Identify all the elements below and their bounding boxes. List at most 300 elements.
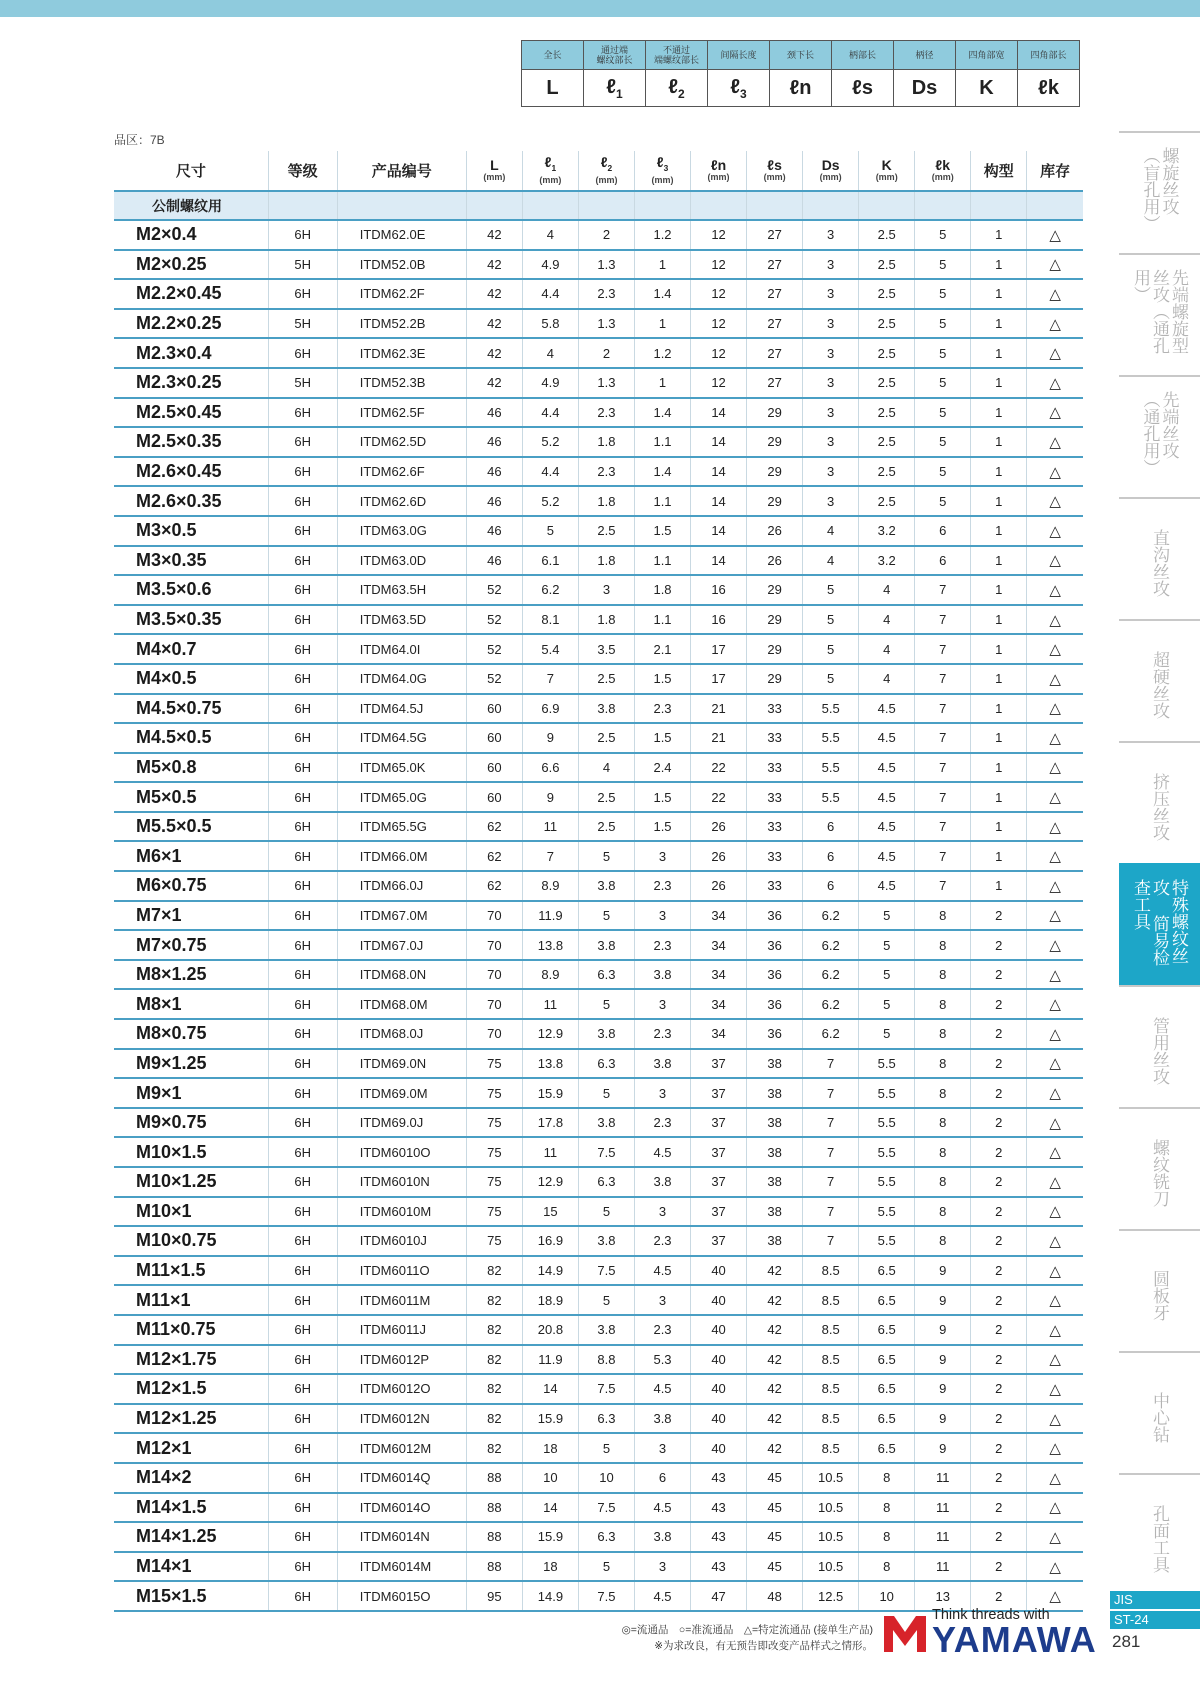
value-cell: 27 bbox=[747, 250, 803, 280]
table-row bbox=[114, 901, 1083, 931]
value-cell: 10 bbox=[859, 1581, 915, 1611]
value-cell: 42 bbox=[747, 1285, 803, 1315]
column-header-0: 尺寸 bbox=[114, 151, 268, 191]
value-cell: 37 bbox=[691, 1078, 747, 1108]
value-cell: 70 bbox=[466, 989, 522, 1019]
value-cell: 14.9 bbox=[522, 1256, 578, 1286]
value-cell: 2.5 bbox=[578, 664, 634, 694]
value-cell: 82 bbox=[466, 1433, 522, 1463]
side-tab-label: 直沟丝攻 bbox=[1150, 529, 1169, 597]
value-cell: 14 bbox=[691, 516, 747, 546]
value-cell: 2.5 bbox=[859, 220, 915, 250]
value-cell: 3.8 bbox=[578, 1108, 634, 1138]
product-code-cell: ITDM62.0E bbox=[337, 220, 466, 250]
value-cell: 7.5 bbox=[578, 1256, 634, 1286]
value-cell: 6H bbox=[268, 1197, 337, 1227]
value-cell: 5.3 bbox=[634, 1345, 690, 1375]
brand-name: YAMAWA bbox=[932, 1619, 1097, 1660]
value-cell: 5.5 bbox=[859, 1167, 915, 1197]
value-cell: 3 bbox=[634, 1552, 690, 1582]
value-cell: 10.5 bbox=[803, 1552, 859, 1582]
value-cell: 45 bbox=[747, 1493, 803, 1523]
value-cell: 29 bbox=[747, 634, 803, 664]
brand-tagline: Think threads with bbox=[932, 1607, 1050, 1623]
value-cell: 37 bbox=[691, 1167, 747, 1197]
value-cell: 34 bbox=[691, 1019, 747, 1049]
side-tab-3[interactable] bbox=[1119, 497, 1200, 619]
legend-symbol-2: ℓ$_2$ bbox=[646, 70, 708, 107]
value-cell: 43 bbox=[691, 1493, 747, 1523]
size-cell: M12×1.75 bbox=[114, 1345, 268, 1375]
table-row bbox=[114, 782, 1083, 812]
value-cell: 2.5 bbox=[578, 516, 634, 546]
side-tab-2[interactable] bbox=[1119, 375, 1200, 497]
value-cell: 20.8 bbox=[522, 1315, 578, 1345]
value-cell: 3 bbox=[803, 368, 859, 398]
value-cell: 6H bbox=[268, 1522, 337, 1552]
value-cell: 52 bbox=[466, 664, 522, 694]
legend-symbol-5: ℓs bbox=[832, 70, 894, 107]
value-cell: 3.8 bbox=[578, 1315, 634, 1345]
table-header-row bbox=[114, 151, 1083, 191]
value-cell: 12 bbox=[691, 250, 747, 280]
size-cell: M2.2×0.25 bbox=[114, 309, 268, 339]
value-cell: 5 bbox=[578, 989, 634, 1019]
side-tab-5[interactable] bbox=[1119, 741, 1200, 863]
value-cell: 43 bbox=[691, 1552, 747, 1582]
value-cell: 2.3 bbox=[634, 1315, 690, 1345]
product-code-cell: ITDM52.3B bbox=[337, 368, 466, 398]
value-cell: 6H bbox=[268, 1108, 337, 1138]
value-cell: 27 bbox=[747, 309, 803, 339]
value-cell: 1 bbox=[634, 309, 690, 339]
value-cell: 42 bbox=[747, 1404, 803, 1434]
value-cell: 8.1 bbox=[522, 605, 578, 635]
stock-cell: △ bbox=[1027, 1285, 1083, 1315]
value-cell: 1 bbox=[971, 664, 1027, 694]
value-cell: 8 bbox=[859, 1493, 915, 1523]
value-cell: 70 bbox=[466, 1019, 522, 1049]
value-cell: 12.5 bbox=[803, 1581, 859, 1611]
value-cell: 5 bbox=[859, 930, 915, 960]
value-cell: 13.8 bbox=[522, 930, 578, 960]
value-cell: 5H bbox=[268, 309, 337, 339]
product-code-cell: ITDM66.0J bbox=[337, 871, 466, 901]
value-cell: 3 bbox=[634, 1078, 690, 1108]
legend-header-2: 不通过 端螺纹部长 bbox=[646, 41, 708, 70]
value-cell: 46 bbox=[466, 486, 522, 516]
value-cell: 3 bbox=[803, 220, 859, 250]
value-cell: 29 bbox=[747, 457, 803, 487]
product-code-cell: ITDM6010J bbox=[337, 1226, 466, 1256]
product-code-cell: ITDM6012P bbox=[337, 1345, 466, 1375]
value-cell: 8 bbox=[915, 901, 971, 931]
value-cell: 6.2 bbox=[803, 989, 859, 1019]
value-cell: 2.1 bbox=[634, 634, 690, 664]
value-cell: 1.5 bbox=[634, 516, 690, 546]
value-cell: 5.5 bbox=[859, 1137, 915, 1167]
value-cell: 7 bbox=[915, 664, 971, 694]
value-cell: 4 bbox=[859, 605, 915, 635]
value-cell: 2 bbox=[971, 1226, 1027, 1256]
value-cell: 9 bbox=[915, 1256, 971, 1286]
stock-cell: △ bbox=[1027, 338, 1083, 368]
value-cell: 3.8 bbox=[578, 1019, 634, 1049]
value-cell: 3 bbox=[803, 427, 859, 457]
value-cell: 6H bbox=[268, 1167, 337, 1197]
value-cell: 1.5 bbox=[634, 782, 690, 812]
value-cell: 15.9 bbox=[522, 1522, 578, 1552]
value-cell: 47 bbox=[691, 1581, 747, 1611]
value-cell: 27 bbox=[747, 220, 803, 250]
value-cell: 8 bbox=[915, 1226, 971, 1256]
value-cell: 5 bbox=[915, 457, 971, 487]
stock-cell: △ bbox=[1027, 1522, 1083, 1552]
value-cell: 7.5 bbox=[578, 1581, 634, 1611]
value-cell: 1.8 bbox=[578, 427, 634, 457]
value-cell: 33 bbox=[747, 841, 803, 871]
product-code-cell: ITDM62.5F bbox=[337, 398, 466, 428]
value-cell: 33 bbox=[747, 871, 803, 901]
value-cell: 4.5 bbox=[859, 694, 915, 724]
column-header-5: ℓ$_2$ (mm) bbox=[578, 151, 634, 191]
value-cell: 38 bbox=[747, 1226, 803, 1256]
value-cell: 2 bbox=[971, 1019, 1027, 1049]
table-row bbox=[114, 338, 1083, 368]
value-cell: 3.8 bbox=[634, 960, 690, 990]
table-row bbox=[114, 1345, 1083, 1375]
value-cell: 6H bbox=[268, 871, 337, 901]
value-cell: 37 bbox=[691, 1108, 747, 1138]
value-cell: 7 bbox=[803, 1108, 859, 1138]
value-cell: 2 bbox=[971, 1493, 1027, 1523]
value-cell: 2.5 bbox=[859, 309, 915, 339]
value-cell: 10 bbox=[578, 1463, 634, 1493]
value-cell: 7 bbox=[915, 753, 971, 783]
value-cell: 6.5 bbox=[859, 1256, 915, 1286]
side-tab-label: 管用丝攻 bbox=[1150, 1017, 1169, 1085]
product-code-cell: ITDM63.0D bbox=[337, 546, 466, 576]
size-cell: M2.3×0.4 bbox=[114, 338, 268, 368]
size-cell: M15×1.5 bbox=[114, 1581, 268, 1611]
value-cell: 8 bbox=[915, 1049, 971, 1079]
size-cell: M3.5×0.35 bbox=[114, 605, 268, 635]
value-cell: 5 bbox=[578, 1433, 634, 1463]
value-cell: 14 bbox=[691, 427, 747, 457]
table-row bbox=[114, 753, 1083, 783]
footnote bbox=[622, 1622, 873, 1654]
value-cell: 7 bbox=[803, 1197, 859, 1227]
value-cell: 29 bbox=[747, 664, 803, 694]
value-cell: 6H bbox=[268, 1463, 337, 1493]
value-cell: 75 bbox=[466, 1049, 522, 1079]
table-row bbox=[114, 1522, 1083, 1552]
side-tab-label: 先端丝攻（通孔用） bbox=[1140, 391, 1179, 476]
top-color-bar bbox=[0, 0, 1200, 17]
value-cell: 2 bbox=[971, 960, 1027, 990]
stock-cell: △ bbox=[1027, 1463, 1083, 1493]
value-cell: 5.5 bbox=[859, 1078, 915, 1108]
side-tab-10[interactable] bbox=[1119, 1351, 1200, 1473]
value-cell: 6.1 bbox=[522, 546, 578, 576]
value-cell: 6.9 bbox=[522, 694, 578, 724]
value-cell: 2.3 bbox=[578, 398, 634, 428]
stock-cell: △ bbox=[1027, 605, 1083, 635]
value-cell: 6 bbox=[915, 516, 971, 546]
stock-cell: △ bbox=[1027, 1345, 1083, 1375]
jis-label: JIS bbox=[1110, 1591, 1200, 1609]
value-cell: 2.5 bbox=[578, 782, 634, 812]
value-cell: 29 bbox=[747, 427, 803, 457]
value-cell: 2 bbox=[971, 1049, 1027, 1079]
size-cell: M12×1 bbox=[114, 1433, 268, 1463]
value-cell: 33 bbox=[747, 753, 803, 783]
value-cell: 8 bbox=[915, 930, 971, 960]
stock-cell: △ bbox=[1027, 753, 1083, 783]
product-code-cell: ITDM66.0M bbox=[337, 841, 466, 871]
value-cell: 7 bbox=[522, 664, 578, 694]
value-cell: 75 bbox=[466, 1226, 522, 1256]
value-cell: 52 bbox=[466, 634, 522, 664]
value-cell: 42 bbox=[466, 250, 522, 280]
column-header-13: 库存 bbox=[1040, 163, 1071, 180]
value-cell: 1.3 bbox=[578, 250, 634, 280]
stock-cell: △ bbox=[1027, 1167, 1083, 1197]
value-cell: 6.5 bbox=[859, 1285, 915, 1315]
product-code-cell: ITDM63.0G bbox=[337, 516, 466, 546]
value-cell: 37 bbox=[691, 1226, 747, 1256]
value-cell: 3.8 bbox=[578, 930, 634, 960]
product-code-cell: ITDM6014N bbox=[337, 1522, 466, 1552]
value-cell: 3 bbox=[634, 1285, 690, 1315]
value-cell: 8 bbox=[915, 1167, 971, 1197]
table-row bbox=[114, 398, 1083, 428]
value-cell: 3 bbox=[803, 457, 859, 487]
value-cell: 1.4 bbox=[634, 457, 690, 487]
value-cell: 2.3 bbox=[634, 694, 690, 724]
value-cell: 88 bbox=[466, 1552, 522, 1582]
value-cell: 1 bbox=[971, 723, 1027, 753]
value-cell: 36 bbox=[747, 930, 803, 960]
value-cell: 70 bbox=[466, 930, 522, 960]
value-cell: 2 bbox=[578, 220, 634, 250]
stock-cell: △ bbox=[1027, 220, 1083, 250]
stock-cell: △ bbox=[1027, 1049, 1083, 1079]
value-cell: 14 bbox=[522, 1493, 578, 1523]
value-cell: 1.4 bbox=[634, 398, 690, 428]
value-cell: 34 bbox=[691, 901, 747, 931]
value-cell: 34 bbox=[691, 960, 747, 990]
value-cell: 3.8 bbox=[634, 1522, 690, 1552]
value-cell: 1.2 bbox=[634, 220, 690, 250]
value-cell: 34 bbox=[691, 930, 747, 960]
table-row bbox=[114, 1226, 1083, 1256]
area-label: 品区：7B bbox=[114, 133, 165, 147]
value-cell: 8 bbox=[915, 1108, 971, 1138]
value-cell: 8 bbox=[915, 1197, 971, 1227]
table-row bbox=[114, 1493, 1083, 1523]
value-cell: 5 bbox=[915, 486, 971, 516]
value-cell: 8 bbox=[859, 1522, 915, 1552]
side-tab-0[interactable] bbox=[1119, 131, 1200, 253]
side-tab-4[interactable] bbox=[1119, 619, 1200, 741]
column-header-6: ℓ$_3$ (mm) bbox=[634, 151, 690, 191]
value-cell: 62 bbox=[466, 812, 522, 842]
legend-header-7: 四角部宽 bbox=[956, 41, 1018, 70]
value-cell: 9 bbox=[522, 782, 578, 812]
table-row bbox=[114, 368, 1083, 398]
table-row bbox=[114, 841, 1083, 871]
value-cell: 2.3 bbox=[634, 930, 690, 960]
table-row bbox=[114, 427, 1083, 457]
side-tab-6[interactable] bbox=[1119, 863, 1200, 985]
product-code-cell: ITDM52.0B bbox=[337, 250, 466, 280]
value-cell: 60 bbox=[466, 782, 522, 812]
product-code-cell: ITDM62.6D bbox=[337, 486, 466, 516]
value-cell: 6H bbox=[268, 694, 337, 724]
value-cell: 2.5 bbox=[859, 338, 915, 368]
side-tab-7[interactable] bbox=[1119, 985, 1200, 1107]
stock-cell: △ bbox=[1027, 1108, 1083, 1138]
value-cell: 9 bbox=[915, 1374, 971, 1404]
value-cell: 6H bbox=[268, 1552, 337, 1582]
value-cell: 6H bbox=[268, 1256, 337, 1286]
value-cell: 2.3 bbox=[634, 871, 690, 901]
value-cell: 5 bbox=[578, 901, 634, 931]
table-row bbox=[114, 457, 1083, 487]
value-cell: 6H bbox=[268, 1285, 337, 1315]
product-code-cell: ITDM67.0J bbox=[337, 930, 466, 960]
value-cell: 8.5 bbox=[803, 1256, 859, 1286]
legend-symbol-1: ℓ$_1$ bbox=[584, 70, 646, 107]
side-tab-11[interactable] bbox=[1119, 1473, 1200, 1595]
side-tab-8[interactable] bbox=[1119, 1107, 1200, 1229]
value-cell: 88 bbox=[466, 1522, 522, 1552]
table-row bbox=[114, 486, 1083, 516]
value-cell: 82 bbox=[466, 1345, 522, 1375]
value-cell: 8 bbox=[915, 989, 971, 1019]
value-cell: 1 bbox=[971, 250, 1027, 280]
value-cell: 1 bbox=[971, 486, 1027, 516]
value-cell: 1.8 bbox=[578, 486, 634, 516]
value-cell: 13 bbox=[915, 1581, 971, 1611]
value-cell: 6H bbox=[268, 546, 337, 576]
value-cell: 15 bbox=[522, 1197, 578, 1227]
product-code-cell: ITDM63.5H bbox=[337, 575, 466, 605]
side-tab-1[interactable] bbox=[1119, 253, 1200, 375]
value-cell: 14 bbox=[691, 546, 747, 576]
value-cell: 16 bbox=[691, 575, 747, 605]
value-cell: 29 bbox=[747, 575, 803, 605]
side-tab-label: 圆板牙 bbox=[1150, 1269, 1169, 1321]
column-header-1: 等级 bbox=[268, 151, 337, 191]
value-cell: 4 bbox=[522, 338, 578, 368]
size-cell: M3×0.35 bbox=[114, 546, 268, 576]
value-cell: 4 bbox=[859, 664, 915, 694]
value-cell: 4.5 bbox=[634, 1137, 690, 1167]
value-cell: 5 bbox=[915, 279, 971, 309]
table-row bbox=[114, 575, 1083, 605]
value-cell: 2 bbox=[578, 338, 634, 368]
value-cell: 38 bbox=[747, 1108, 803, 1138]
product-code-cell: ITDM69.0N bbox=[337, 1049, 466, 1079]
value-cell: 1 bbox=[634, 250, 690, 280]
value-cell: 5 bbox=[859, 1019, 915, 1049]
table-row bbox=[114, 279, 1083, 309]
value-cell: 11.9 bbox=[522, 1345, 578, 1375]
value-cell: 2 bbox=[971, 1285, 1027, 1315]
value-cell: 82 bbox=[466, 1256, 522, 1286]
value-cell: 52 bbox=[466, 575, 522, 605]
size-cell: M6×0.75 bbox=[114, 871, 268, 901]
value-cell: 7 bbox=[915, 871, 971, 901]
legend-symbol-0: L bbox=[522, 70, 584, 107]
value-cell: 16 bbox=[691, 605, 747, 635]
value-cell: 3 bbox=[803, 309, 859, 339]
value-cell: 1 bbox=[971, 338, 1027, 368]
value-cell: 9 bbox=[915, 1285, 971, 1315]
value-cell: 2 bbox=[971, 1404, 1027, 1434]
value-cell: 2.5 bbox=[859, 427, 915, 457]
value-cell: 5H bbox=[268, 368, 337, 398]
product-code-cell: ITDM65.0K bbox=[337, 753, 466, 783]
side-tab-label: 螺纹铣刀 bbox=[1150, 1139, 1169, 1207]
side-tab-9[interactable] bbox=[1119, 1229, 1200, 1351]
column-header-4: ℓ$_1$ (mm) bbox=[522, 151, 578, 191]
size-cell: M7×0.75 bbox=[114, 930, 268, 960]
value-cell: 40 bbox=[691, 1256, 747, 1286]
value-cell: 17.8 bbox=[522, 1108, 578, 1138]
value-cell: 1 bbox=[971, 220, 1027, 250]
value-cell: 5 bbox=[578, 1552, 634, 1582]
value-cell: 38 bbox=[747, 1049, 803, 1079]
table-row bbox=[114, 1049, 1083, 1079]
value-cell: 3.8 bbox=[578, 694, 634, 724]
stock-cell: △ bbox=[1027, 309, 1083, 339]
legend-header-3: 间隔长度 bbox=[708, 41, 770, 70]
size-cell: M2.6×0.45 bbox=[114, 457, 268, 487]
value-cell: 33 bbox=[747, 782, 803, 812]
value-cell: 18.9 bbox=[522, 1285, 578, 1315]
value-cell: 7.5 bbox=[578, 1137, 634, 1167]
value-cell: 7 bbox=[915, 694, 971, 724]
value-cell: 5 bbox=[803, 605, 859, 635]
value-cell: 62 bbox=[466, 871, 522, 901]
value-cell: 12 bbox=[691, 338, 747, 368]
value-cell: 18 bbox=[522, 1552, 578, 1582]
value-cell: 6H bbox=[268, 1315, 337, 1345]
stock-cell: △ bbox=[1027, 1137, 1083, 1167]
value-cell: 36 bbox=[747, 989, 803, 1019]
stock-cell: △ bbox=[1027, 250, 1083, 280]
size-cell: M14×1 bbox=[114, 1552, 268, 1582]
value-cell: 3 bbox=[634, 989, 690, 1019]
product-code-cell: ITDM65.5G bbox=[337, 812, 466, 842]
value-cell: 82 bbox=[466, 1374, 522, 1404]
value-cell: 5 bbox=[915, 338, 971, 368]
value-cell: 7.5 bbox=[578, 1493, 634, 1523]
value-cell: 7 bbox=[803, 1049, 859, 1079]
size-cell: M2×0.25 bbox=[114, 250, 268, 280]
value-cell: 8.5 bbox=[803, 1374, 859, 1404]
value-cell: 8.5 bbox=[803, 1285, 859, 1315]
value-cell: 75 bbox=[466, 1167, 522, 1197]
size-cell: M8×0.75 bbox=[114, 1019, 268, 1049]
value-cell: 1 bbox=[634, 368, 690, 398]
value-cell: 6.2 bbox=[803, 930, 859, 960]
size-cell: M2.6×0.35 bbox=[114, 486, 268, 516]
value-cell: 42 bbox=[466, 338, 522, 368]
